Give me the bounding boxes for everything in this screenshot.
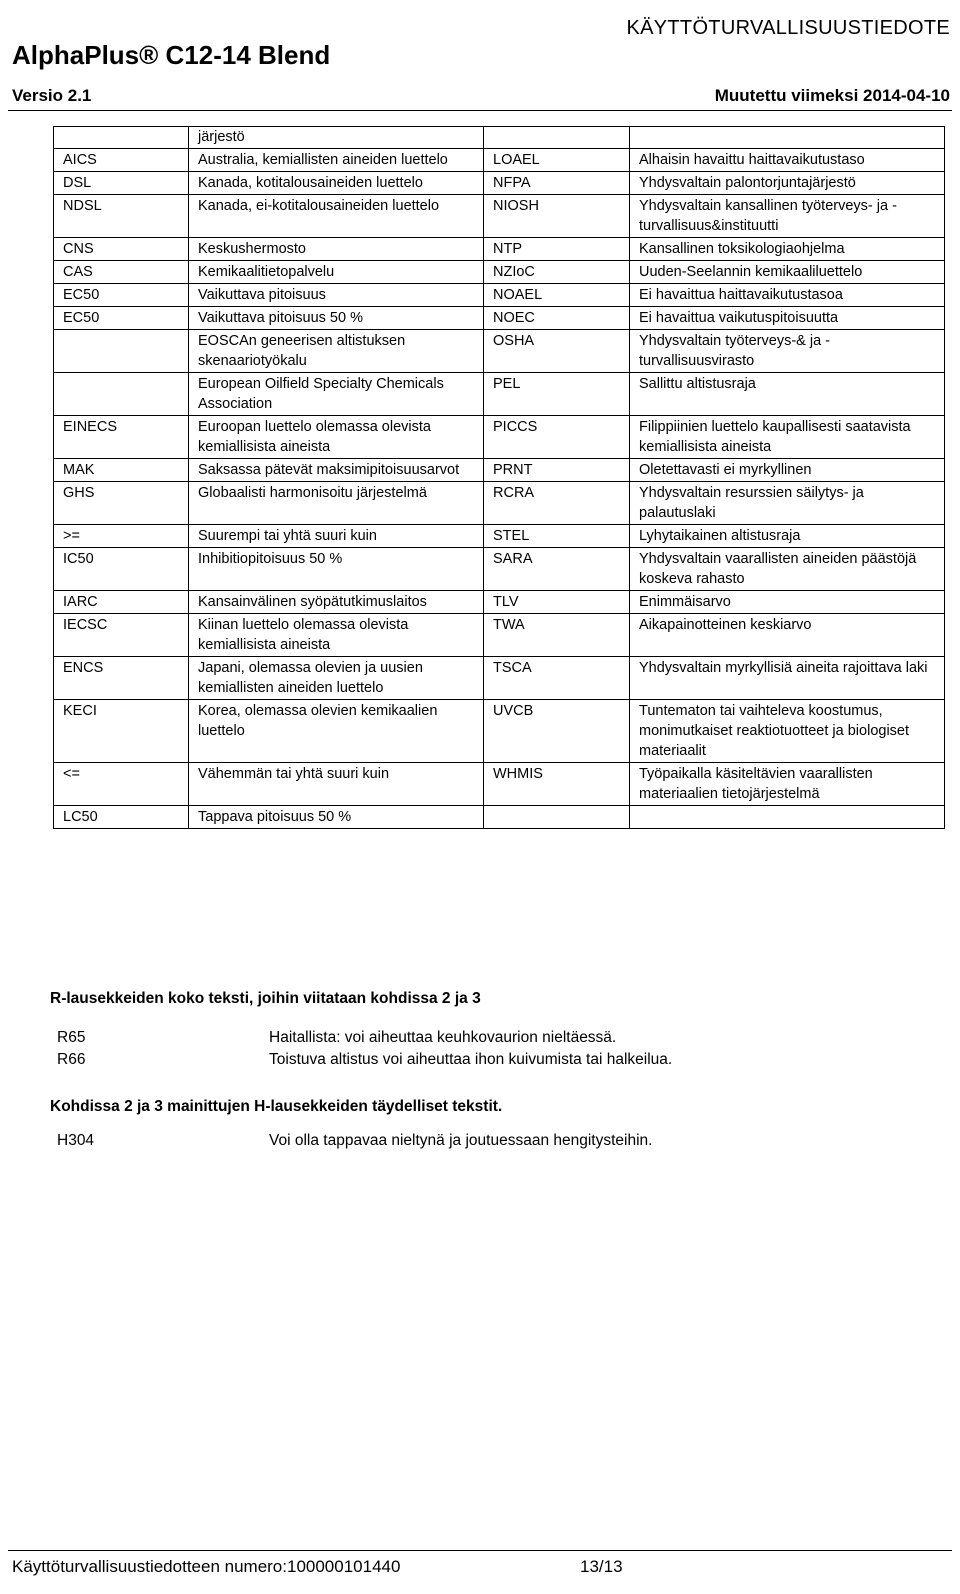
abbreviation-meaning: Sallittu altistusraja <box>630 373 945 416</box>
abbreviation-code: IC50 <box>54 548 189 591</box>
abbreviations-table-body <box>54 127 945 829</box>
abbreviation-meaning: Yhdysvaltain myrkyllisiä aineita rajoittava laki <box>630 657 945 700</box>
abbreviation-meaning: Vähemmän tai yhtä suuri kuin <box>189 763 484 806</box>
abbreviation-meaning: Uuden-Seelannin kemikaaliluettelo <box>630 261 945 284</box>
abbreviation-row <box>54 548 945 591</box>
abbreviation-code: MAK <box>54 459 189 482</box>
abbreviation-meaning <box>630 806 945 829</box>
abbreviation-code: NIOSH <box>484 195 630 238</box>
abbreviation-meaning: Kansallinen toksikologiaohjelma <box>630 238 945 261</box>
abbreviation-code: LOAEL <box>484 149 630 172</box>
abbreviation-code: <= <box>54 763 189 806</box>
abbreviation-code <box>484 806 630 829</box>
h-phrases-title: Kohdissa 2 ja 3 mainittujen H-lausekkeiden täydelliset tekstit. <box>50 1098 503 1115</box>
abbreviation-code: KECI <box>54 700 189 763</box>
abbreviation-row <box>54 172 945 195</box>
abbreviation-code: OSHA <box>484 330 630 373</box>
abbreviation-meaning: Kiinan luettelo olemassa olevista kemiallisista aineista <box>189 614 484 657</box>
abbreviation-meaning: Filippiinien luettelo kaupallisesti saatavista kemiallisista aineista <box>630 416 945 459</box>
abbreviation-meaning: Tuntematon tai vaihteleva koostumus, monimutkaiset reaktiotuotteet ja biologiset materiaalit <box>630 700 945 763</box>
abbreviation-code: EC50 <box>54 284 189 307</box>
abbreviation-code: NZIoC <box>484 261 630 284</box>
abbreviation-meaning: Yhdysvaltain vaarallisten aineiden päästöjä koskeva rahasto <box>630 548 945 591</box>
abbreviation-meaning: Kanada, kotitalousaineiden luettelo <box>189 172 484 195</box>
h-phrase-text: Voi olla tappavaa nieltynä ja joutuessaan hengitysteihin. <box>269 1132 653 1149</box>
abbreviation-row <box>54 700 945 763</box>
abbreviation-row <box>54 416 945 459</box>
abbreviation-code: NFPA <box>484 172 630 195</box>
abbreviation-code <box>484 127 630 149</box>
footer-divider <box>8 1550 952 1551</box>
abbreviation-meaning: Saksassa pätevät maksimipitoisuusarvot <box>189 459 484 482</box>
abbreviation-meaning: Ei havaittua vaikutuspitoisuutta <box>630 307 945 330</box>
abbreviation-code: PRNT <box>484 459 630 482</box>
abbreviation-code: AICS <box>54 149 189 172</box>
abbreviation-code: RCRA <box>484 482 630 525</box>
abbreviation-meaning: European Oilfield Specialty Chemicals Association <box>189 373 484 416</box>
abbreviation-code: IECSC <box>54 614 189 657</box>
abbreviation-code: NOAEL <box>484 284 630 307</box>
abbreviation-meaning: Yhdysvaltain työterveys-& ja -turvallisuusvirasto <box>630 330 945 373</box>
abbreviation-code <box>54 373 189 416</box>
abbreviation-row <box>54 614 945 657</box>
abbreviation-meaning: Yhdysvaltain kansallinen työterveys- ja -turvallisuus&instituutti <box>630 195 945 238</box>
abbreviation-row <box>54 149 945 172</box>
abbreviation-code: TWA <box>484 614 630 657</box>
abbreviation-row <box>54 373 945 416</box>
abbreviation-code: PEL <box>484 373 630 416</box>
abbreviation-row <box>54 459 945 482</box>
abbreviation-meaning: Kanada, ei-kotitalousaineiden luettelo <box>189 195 484 238</box>
abbreviation-row <box>54 261 945 284</box>
abbreviation-meaning: Kansainvälinen syöpätutkimuslaitos <box>189 591 484 614</box>
abbreviation-meaning: Yhdysvaltain resurssien säilytys- ja palautuslaki <box>630 482 945 525</box>
abbreviation-meaning: Globaalisti harmonisoitu järjestelmä <box>189 482 484 525</box>
abbreviation-meaning: Australia, kemiallisten aineiden luettelo <box>189 149 484 172</box>
r-phrase-text: Haitallista: voi aiheuttaa keuhkovaurion nieltäessä. <box>269 1029 617 1046</box>
abbreviation-row <box>54 763 945 806</box>
abbreviation-meaning: Euroopan luettelo olemassa olevista kemiallisista aineista <box>189 416 484 459</box>
abbreviation-code: NTP <box>484 238 630 261</box>
abbreviation-code: CNS <box>54 238 189 261</box>
header-divider <box>8 110 952 111</box>
r-phrases-title: R-lausekkeiden koko teksti, joihin viitataan kohdissa 2 ja 3 <box>50 990 481 1007</box>
abbreviation-meaning: Aikapainotteinen keskiarvo <box>630 614 945 657</box>
r-phrase-code: R65 <box>57 1029 86 1046</box>
abbreviation-code: ENCS <box>54 657 189 700</box>
abbreviation-code: SARA <box>484 548 630 591</box>
footer-page-number: 13/13 <box>580 1557 623 1576</box>
abbreviation-meaning: järjestö <box>189 127 484 149</box>
last-modified-label: Muutettu viimeksi 2014-04-10 <box>714 86 950 105</box>
abbreviation-row <box>54 806 945 829</box>
abbreviation-code: IARC <box>54 591 189 614</box>
h-phrase-code: H304 <box>57 1132 95 1149</box>
abbreviation-meaning: Inhibitiopitoisuus 50 % <box>189 548 484 591</box>
abbreviations-table <box>53 126 945 829</box>
abbreviation-code: LC50 <box>54 806 189 829</box>
abbreviation-row <box>54 307 945 330</box>
abbreviation-meaning: Enimmäisarvo <box>630 591 945 614</box>
version-label: Versio 2.1 <box>12 86 92 105</box>
abbreviation-meaning: Suurempi tai yhtä suuri kuin <box>189 525 484 548</box>
abbreviation-meaning <box>630 127 945 149</box>
abbreviation-row <box>54 284 945 307</box>
abbreviation-meaning: Keskushermosto <box>189 238 484 261</box>
abbreviation-code: EINECS <box>54 416 189 459</box>
abbreviation-code: DSL <box>54 172 189 195</box>
abbreviation-row <box>54 591 945 614</box>
abbreviation-code: TSCA <box>484 657 630 700</box>
abbreviation-code: CAS <box>54 261 189 284</box>
footer-document-number: Käyttöturvallisuustiedotteen numero:100000101440 <box>12 1557 401 1576</box>
abbreviation-meaning: EOSCAn geneerisen altistuksen skenaariotyökalu <box>189 330 484 373</box>
abbreviation-row <box>54 657 945 700</box>
abbreviation-meaning: Kemikaalitietopalvelu <box>189 261 484 284</box>
abbreviation-meaning: Työpaikalla käsiteltävien vaarallisten materiaalien tietojärjestelmä <box>630 763 945 806</box>
abbreviation-code: GHS <box>54 482 189 525</box>
abbreviation-code: TLV <box>484 591 630 614</box>
abbreviation-meaning: Vaikuttava pitoisuus 50 % <box>189 307 484 330</box>
abbreviation-code <box>54 127 189 149</box>
abbreviation-row <box>54 525 945 548</box>
abbreviation-meaning: Korea, olemassa olevien kemikaalien luettelo <box>189 700 484 763</box>
abbreviation-meaning: Tappava pitoisuus 50 % <box>189 806 484 829</box>
abbreviation-meaning: Lyhytaikainen altistusraja <box>630 525 945 548</box>
abbreviation-code: NOEC <box>484 307 630 330</box>
abbreviation-code: EC50 <box>54 307 189 330</box>
abbreviation-row <box>54 330 945 373</box>
abbreviation-row <box>54 195 945 238</box>
abbreviation-code: WHMIS <box>484 763 630 806</box>
abbreviation-code <box>54 330 189 373</box>
abbreviation-meaning: Vaikuttava pitoisuus <box>189 284 484 307</box>
abbreviation-meaning: Alhaisin havaittu haittavaikutustaso <box>630 149 945 172</box>
r-phrase-text: Toistuva altistus voi aiheuttaa ihon kuivumista tai halkeilua. <box>269 1051 673 1068</box>
abbreviation-code: PICCS <box>484 416 630 459</box>
abbreviation-row <box>54 127 945 149</box>
r-phrase-code: R66 <box>57 1051 86 1068</box>
abbreviation-code: UVCB <box>484 700 630 763</box>
abbreviation-row <box>54 238 945 261</box>
abbreviation-meaning: Ei havaittua haittavaikutustasoa <box>630 284 945 307</box>
document-type: KÄYTTÖTURVALLISUUSTIEDOTE <box>626 17 950 39</box>
abbreviation-meaning: Oletettavasti ei myrkyllinen <box>630 459 945 482</box>
abbreviation-code: NDSL <box>54 195 189 238</box>
abbreviation-meaning: Japani, olemassa olevien ja uusien kemiallisten aineiden luettelo <box>189 657 484 700</box>
abbreviation-code: STEL <box>484 525 630 548</box>
abbreviation-row <box>54 482 945 525</box>
product-name: AlphaPlus® C12-14 Blend <box>12 40 331 70</box>
abbreviation-meaning: Yhdysvaltain palontorjuntajärjestö <box>630 172 945 195</box>
abbreviation-code: >= <box>54 525 189 548</box>
